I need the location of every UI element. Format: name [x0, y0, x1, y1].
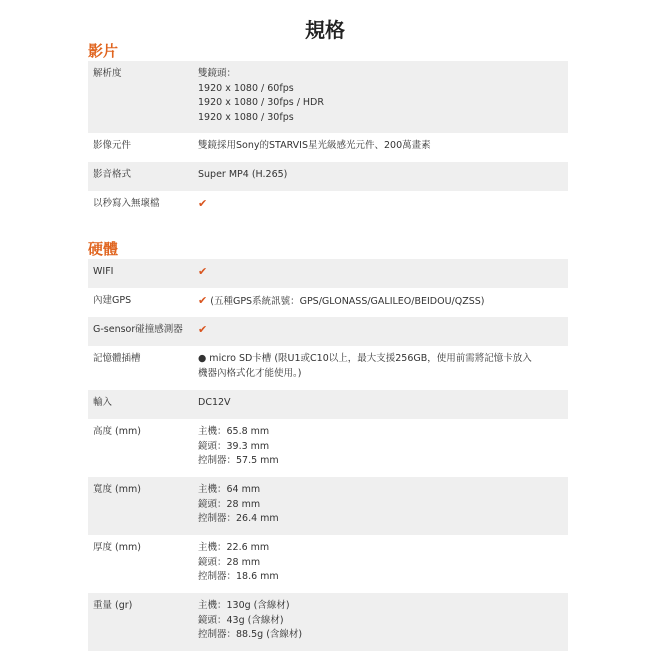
value-line: 主機：22.6 mm	[198, 542, 270, 553]
spec-label: G-sensor碰撞感測器	[93, 324, 183, 335]
spec-row-weight	[88, 593, 568, 651]
spec-label: 內建GPS	[93, 295, 132, 306]
spec-label: 記憶體插槽	[93, 353, 141, 364]
value-line: 控制器：88.5g (含線材)	[198, 629, 303, 640]
value-line: 鏡頭：43g (含線材)	[198, 614, 284, 626]
value-line: 1920 x 1080 / 30fps / HDR	[198, 97, 324, 108]
checkmark-icon: ✔	[198, 294, 208, 307]
checkmark-icon: ✔	[198, 265, 208, 278]
value-line: 控制器：57.5 mm	[198, 455, 279, 466]
value-line: 機器內格式化才能使用。)	[198, 367, 302, 379]
spec-row-gps	[88, 288, 568, 317]
spec-value: DC12V	[198, 397, 231, 408]
spec-row-resolution	[88, 61, 568, 133]
value-line: ● micro SD卡槽 (限U1或C10以上，最大支援256GB，使用前需將記憶卡放入	[198, 353, 532, 364]
spec-row-input	[88, 390, 568, 419]
value-line: 鏡頭：28 mm	[198, 498, 261, 510]
spec-row-memory-slot	[88, 346, 568, 390]
spec-row-format	[88, 162, 568, 191]
spec-label: WIFI	[93, 266, 114, 277]
value-line: 1920 x 1080 / 30fps	[198, 111, 294, 123]
checkmark-icon: ✔	[198, 323, 208, 336]
spec-row-safe-write	[88, 191, 568, 220]
spec-value: 雙鏡採用Sony的STARVIS星光級感光元件、200萬畫素	[198, 140, 431, 151]
spec-label: 厚度 (mm)	[93, 542, 141, 553]
spec-value	[198, 323, 568, 340]
value-line: 控制器：18.6 mm	[198, 571, 279, 582]
page-title: 規格	[305, 18, 345, 42]
spec-row-gsensor	[88, 317, 568, 346]
spec-row-thickness	[88, 535, 568, 593]
spec-value	[198, 425, 568, 471]
spec-label: 解析度	[93, 68, 122, 79]
spec-value	[198, 294, 568, 311]
value-line: 控制器：26.4 mm	[198, 513, 279, 524]
value-line: 主機：130g (含線材)	[198, 600, 290, 611]
spec-value	[198, 483, 568, 529]
spec-label: 輸入	[93, 397, 113, 408]
spec-row-width	[88, 477, 568, 535]
section-title-video: 影片	[88, 42, 119, 60]
value-line: 1920 x 1080 / 60fps	[198, 82, 294, 94]
section-title-hardware: 硬體	[88, 240, 119, 258]
spec-value: Super MP4 (H.265)	[198, 169, 288, 180]
video-spec-table	[88, 61, 568, 220]
spec-value	[198, 352, 568, 384]
spec-value	[198, 599, 568, 645]
value-line: 主機：64 mm	[198, 484, 261, 495]
spec-value	[198, 265, 568, 282]
value-line: (五種GPS系統訊號：GPS/GLONASS/GALILEO/BEIDOU/QZSS)	[210, 296, 485, 307]
value-line: 雙鏡頭：	[198, 68, 237, 79]
spec-value	[198, 197, 568, 214]
spec-value	[198, 67, 568, 127]
value-line: 鏡頭：28 mm	[198, 556, 261, 568]
spec-label: 寬度 (mm)	[93, 484, 141, 495]
spec-row-sensor	[88, 133, 568, 162]
value-line: 主機：65.8 mm	[198, 426, 270, 437]
spec-label: 重量 (gr)	[93, 600, 133, 611]
spec-row-height	[88, 419, 568, 477]
spec-label: 影像元件	[93, 140, 132, 151]
spec-label: 以秒寫入無壞檔	[93, 198, 160, 209]
spec-row-wifi	[88, 259, 568, 288]
hardware-spec-table	[88, 259, 568, 651]
spec-label: 高度 (mm)	[93, 426, 141, 437]
spec-label: 影音格式	[93, 169, 132, 180]
value-line: 鏡頭：39.3 mm	[198, 440, 270, 452]
spec-value	[198, 541, 568, 587]
checkmark-icon: ✔	[198, 197, 208, 210]
